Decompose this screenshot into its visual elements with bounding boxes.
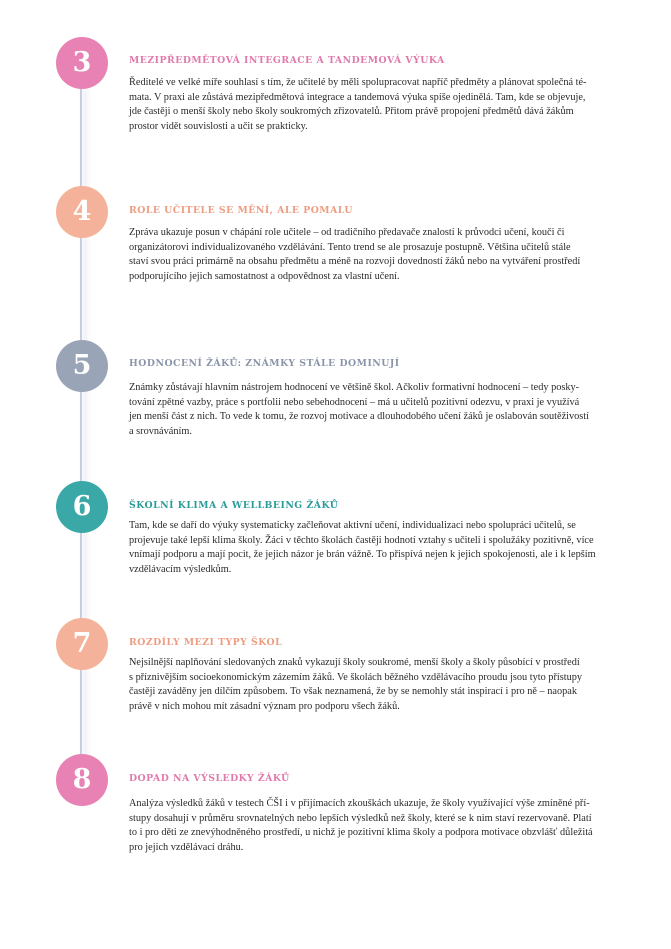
section-7-line-2: s příznivějším socioekonomickým zázemím žáků. Ve školách běžného vzdělávacího proudu jsou tyto přístupy — [129, 671, 583, 683]
section-7-line-1: Nejsilnější naplňování sledovaných znaků vykazují školy soukromé, menší školy a školy působící v prostředí — [129, 657, 580, 668]
section-3-line-4: prostor vidět souvislosti a učit se prakticky. — [129, 120, 308, 132]
section-7-body — [129, 656, 623, 714]
section-8-line-3: to i pro děti ze znevýhodněného prostředí, u nichž je pozitivní klima školy a podpora motivace obzvlášť důležitá — [129, 827, 593, 839]
section-8-line-1: Analýza výsledků žáků v testech ČŠI i v přijímacích zkouškách ukazuje, že školy využívající výše zmíněné pří- — [129, 798, 590, 809]
section-7-number-circle: 7 — [56, 618, 108, 670]
section-8-body — [129, 797, 623, 855]
section-5-line-3: jen menší část z nich. To vede k tomu, že rozvoj motivace a dlouhodobého učení žáků je oslabován soutěživostí — [129, 411, 590, 423]
section-7-heading: ROZDÍLY MEZI TYPY ŠKOL — [129, 637, 283, 648]
section-5-heading: HODNOCENÍ ŽÁKŮ: ZNÁMKY STÁLE DOMINUJÍ — [129, 358, 400, 369]
section-7-line-3: častěji zaváděny jen dílčím způsobem. To však neznamená, že by se nemohly stát inspirací i pro ně – naopak — [129, 686, 578, 698]
section-5-body — [129, 381, 623, 439]
section-4-line-3: staví svou práci primárně na obsahu předmětu a méně na rozvoji dovedností žáků nebo na vytváření prostředí — [129, 256, 581, 268]
section-8-line-2: stupy dosahují v průměru srovnatelných nebo lepších výsledků než školy, které se k nim staví rezervovaně. Platí — [129, 812, 592, 824]
section-3-heading: MEZIPŘEDMĚTOVÁ INTEGRACE A TANDEMOVÁ VÝUKA — [129, 55, 445, 66]
section-5-line-2: tování zpětné vazby, práce s portfolii nebo sebehodnocení – má u učitelů pozitivní odezvu, v praxi je využívá — [129, 396, 580, 408]
section-4-line-2: organizátorovi individualizovaného vzdělávání. Tento trend se ale prosazuje postupně. Většina učitelů stále — [129, 241, 571, 253]
section-8-line-4: pro jejich vzdělávací dráhu. — [129, 841, 244, 853]
section-6-heading: ŠKOLNÍ KLIMA A WELLBEING ŽÁKŮ — [129, 500, 339, 511]
section-3-line-1: Ředitelé ve velké míře souhlasí s tím, že učitelé by měli spolupracovat napříč předměty a plánovat společná té- — [129, 77, 587, 88]
section-4-number-circle: 4 — [56, 186, 108, 238]
section-8-number-circle: 8 — [56, 754, 108, 806]
section-6-line-1: Tam, kde se daří do výuky systematicky začleňovat aktivní učení, individualizaci nebo spolupráci učitelů, se — [129, 520, 576, 531]
section-7-line-4: právě v nich mohou mít zásadní význam pro podporu všech žáků. — [129, 700, 400, 712]
section-5-number-circle: 5 — [56, 340, 108, 392]
section-4-body — [129, 226, 623, 284]
section-8-heading: DOPAD NA VÝSLEDKY ŽÁKŮ — [129, 773, 290, 784]
section-6-body — [129, 519, 623, 577]
section-6-line-4: vzdělávacím výsledkům. — [129, 563, 232, 575]
section-3-line-3: jde častěji o menší školy nebo školy soukromých zřizovatelů. Přitom právě propojení předmětů dává žákům — [129, 106, 574, 118]
section-5-line-1: Známky zůstávají hlavním nástrojem hodnocení ve většině škol. Ačkoliv formativní hodnocení – tedy posky- — [129, 382, 580, 393]
section-4-line-4: podporujícího jejich samostatnost a odpovědnost za vlastní učení. — [129, 270, 400, 282]
section-3-line-2: mata. V praxi ale zůstává mezipředmětová integrace a tandemová výuka spíše ojedinělá. Tam, kde se objevuje, — [129, 91, 586, 103]
section-6-line-3: vnímají podporu a mají pocit, že jejich názor je brán vážně. To přispívá nejen k jejich spokojenosti, ale i k lepším — [129, 549, 596, 561]
section-6-number-circle: 6 — [56, 481, 108, 533]
section-4-heading: ROLE UČITELE SE MĚNÍ, ALE POMALU — [129, 205, 353, 216]
section-3-number-circle: 3 — [56, 37, 108, 89]
section-4-line-1: Zpráva ukazuje posun v chápání role učitele – od tradičního předavače znalostí k průvodci učení, kouči či — [129, 227, 565, 238]
section-3-body — [129, 76, 623, 134]
section-5-line-4: a srovnáváním. — [129, 425, 192, 437]
section-6-line-2: projevuje také lepší klima školy. Žáci v těchto školách častěji hodnotí vztahy s učiteli i spolužáky pozitivně, více — [129, 534, 594, 546]
